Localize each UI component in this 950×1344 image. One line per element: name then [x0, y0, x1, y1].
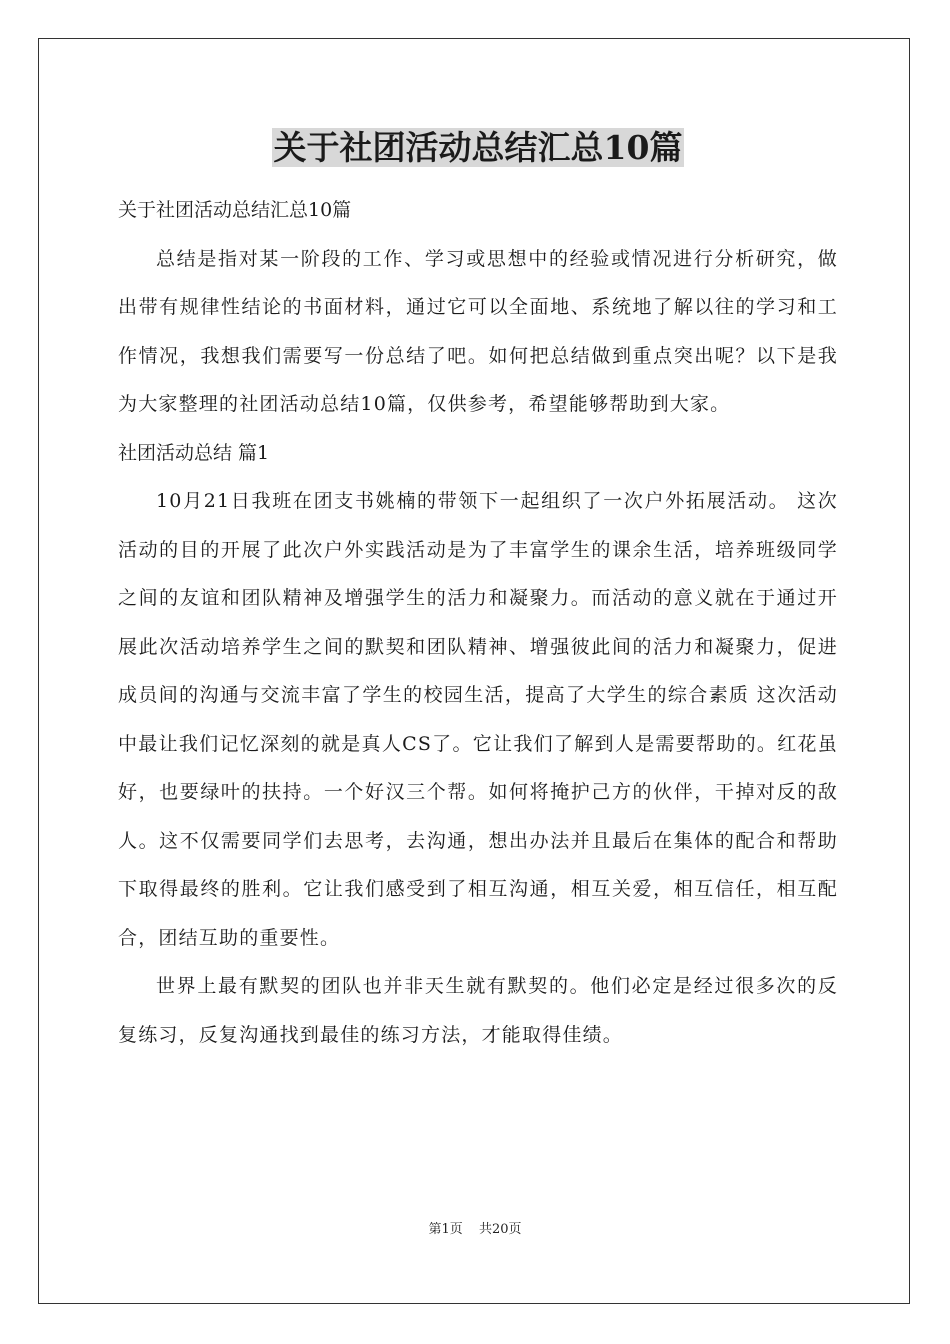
document-subtitle: 关于社团活动总结汇总10篇: [118, 199, 352, 221]
document-body: [118, 120, 838, 1059]
section-heading: 社团活动总结 篇1: [118, 441, 270, 464]
body-paragraph-1: 10月21日我班在团支书姚楠的带领下一起组织了一次户外拓展活动。 这次活动的目的开展了此次户外实践活动是为了丰富学生的课余生活，培养班级同学之间的友谊和团队精神及增强学生的活力和凝聚力。而活动的意义就在于通过开展此次活动培养学生之间的默契和团队精神、增强彼此间的活力和凝聚力，促进成员间的沟通与交流丰富了学生的校园生活，提高了大学生的综合素质 这次活动中最让我们记忆深刻的就是真人CS了。它让我们了解到人是需要帮助的。红花虽好，也要绿叶的扶持。一个好汉三个帮。如何将掩护己方的伙伴，干掉对反的敌人。这不仅需要同学们去思考，去沟通，想出办法并且最后在集体的配合和帮助下取得最终的胜利。它让我们感受到了相互沟通，相互关爱，相互信任，相互配合，团结互助的重要性。: [118, 490, 838, 949]
document-title: 关于社团活动总结汇总10篇: [273, 128, 683, 167]
body-paragraph-2: 世界上最有默契的团队也并非天生就有默契的。他们必定是经过很多次的反复练习，反复沟通找到最佳的练习方法，才能取得佳绩。: [118, 975, 838, 1046]
page-number: 第1页: [428, 1222, 463, 1237]
page-total: 共20页: [478, 1222, 522, 1237]
page-footer: [0, 1218, 950, 1237]
intro-paragraph: 总结是指对某一阶段的工作、学习或思想中的经验或情况进行分析研究，做出带有规律性结论的书面材料，通过它可以全面地、系统地了解以往的学习和工作情况，我想我们需要写一份总结了吧。如何把总结做到重点突出呢？以下是我为大家整理的社团活动总结10篇，仅供参考，希望能够帮助到大家。: [118, 247, 838, 415]
